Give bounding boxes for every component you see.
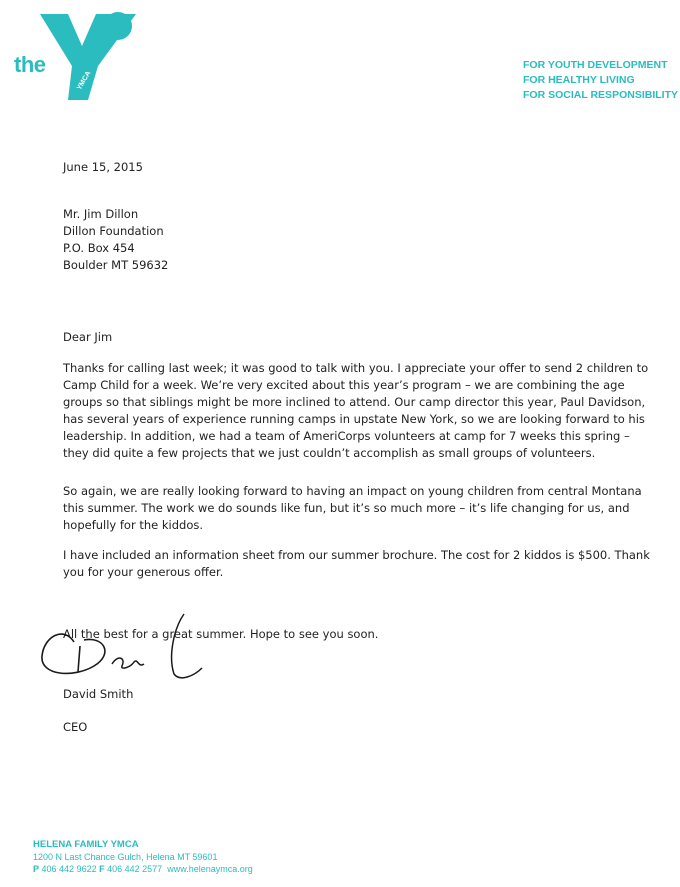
address-line: Boulder MT 59632 (63, 258, 169, 272)
tagline: FOR YOUTH DEVELOPMENT (523, 59, 668, 71)
address-line: P.O. Box 454 (63, 241, 135, 255)
logo-the-text: the (14, 52, 46, 77)
phone-label: P (33, 864, 40, 874)
paragraph: I have included an information sheet from our summer brochure. The cost for 2 kiddos is $500. Thank you for your generous offer. (63, 548, 650, 579)
ymca-logo (10, 8, 130, 100)
signer-name: David Smith (63, 687, 134, 701)
footer-contact (33, 863, 253, 875)
ymca-y-icon (38, 8, 138, 100)
address-line: Mr. Jim Dillon (63, 207, 139, 221)
tagline: FOR HEALTHY LIVING (523, 74, 635, 86)
letter-date: June 15, 2015 (63, 160, 143, 174)
website-link[interactable]: www.helenaymca.org (167, 864, 253, 874)
signer-title: CEO (63, 720, 88, 734)
tagline: FOR SOCIAL RESPONSIBILITY (523, 89, 678, 101)
logo-ymca-text: YMCA (76, 70, 93, 92)
salutation: Dear Jim (63, 330, 113, 344)
phone-number: 406 442 9622 (41, 864, 97, 874)
footer-address: 1200 N Last Chance Gulch, Helena MT 59601 (33, 852, 218, 862)
paragraph: So again, we are really looking forward to having an impact on young children from central Montana this summer. The work we do sounds like fun, but it’s so much more – it’s life changing for us, and hopefully for the kiddos. (63, 484, 642, 532)
recipient-address (63, 206, 168, 274)
taglines (523, 58, 678, 103)
address-line: Dillon Foundation (63, 224, 164, 238)
footer-org: HELENA FAMILY YMCA (33, 839, 139, 850)
signature (34, 606, 214, 686)
paragraph: Thanks for calling last week; it was good to talk with you. I appreciate your offer to send 2 children to Camp Child for a week. We’re very excited about this year’s program – we are combining the age groups so that siblings might be more inclined to attend. Our camp director this year, Paul Davidson, has several years of experience running camps in upstate New York, so we are looking forward to his leadership. In addition, we had a team of AmeriCorps volunteers at camp for 7 weeks this spring – they did quite a few projects that we just couldn’t accomplish as small groups of volunteers. (63, 361, 649, 460)
footer (33, 839, 253, 875)
closing-line: All the best for a great summer. Hope to see you soon. (63, 627, 379, 641)
fax-label: F (99, 864, 105, 874)
fax-number: 406 442 2577 (107, 864, 163, 874)
